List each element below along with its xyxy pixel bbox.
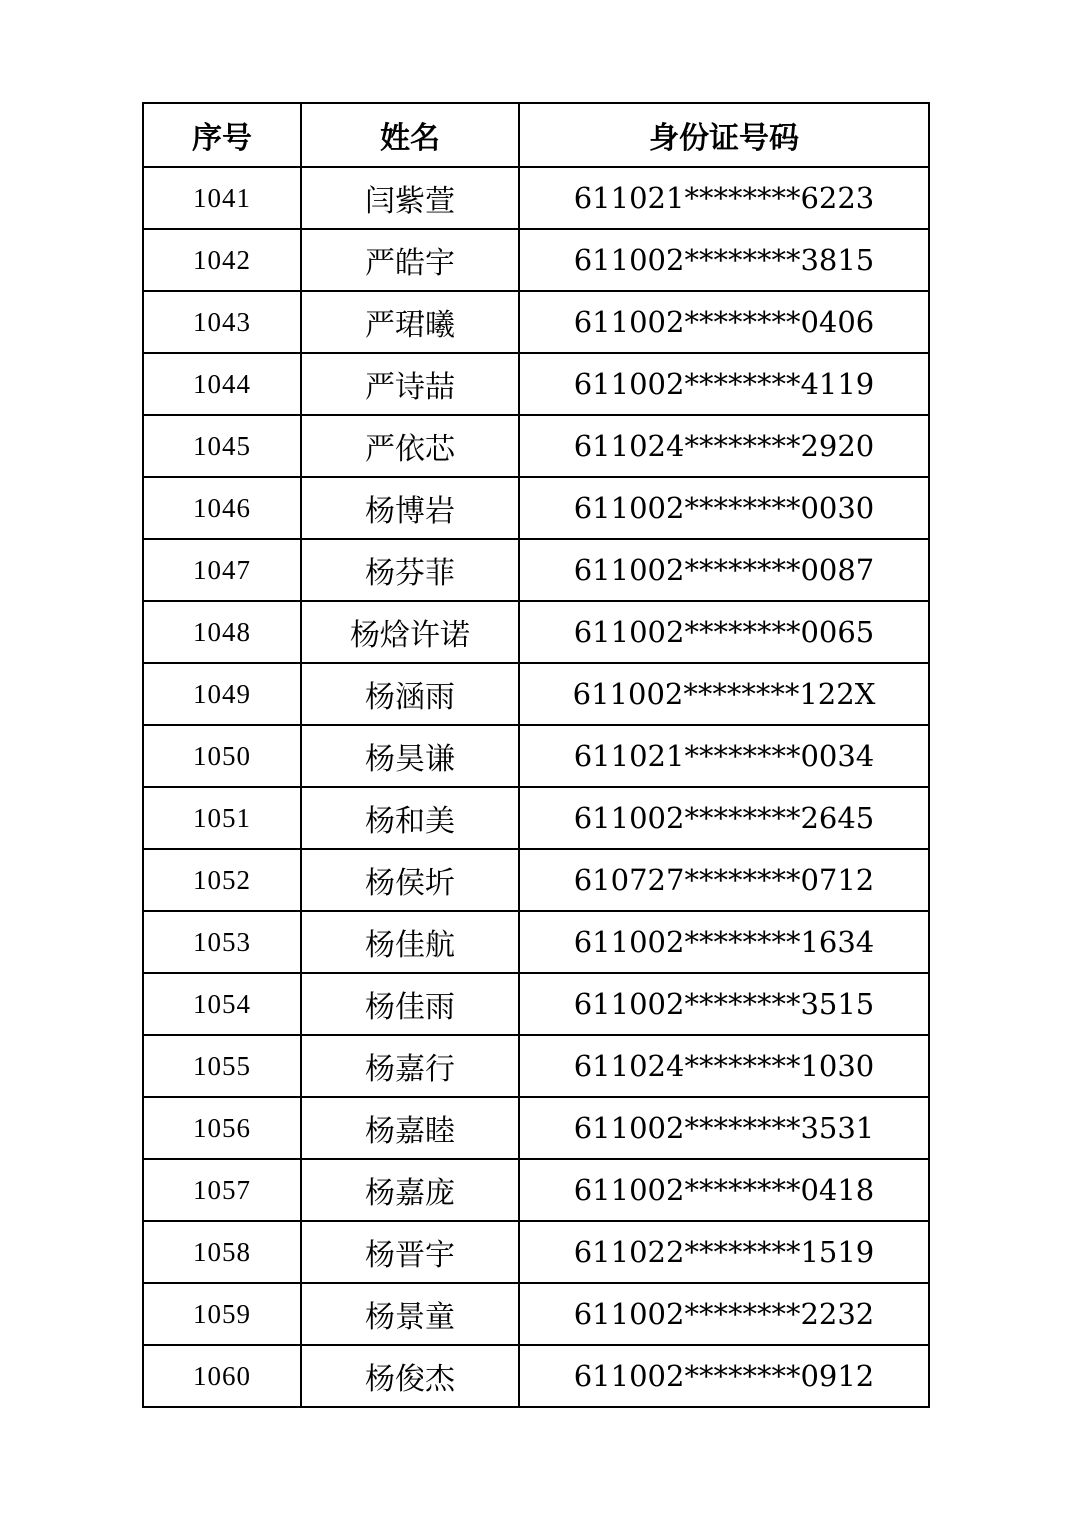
cell-seq: 1056 (143, 1097, 301, 1159)
cell-name: 杨佳雨 (301, 973, 519, 1035)
cell-seq: 1058 (143, 1221, 301, 1283)
cell-seq: 1047 (143, 539, 301, 601)
cell-seq: 1059 (143, 1283, 301, 1345)
cell-name: 严皓宇 (301, 229, 519, 291)
cell-id-number: 611002********0418 (519, 1159, 929, 1221)
cell-id-number: 611022********1519 (519, 1221, 929, 1283)
cell-seq: 1049 (143, 663, 301, 725)
table-row (143, 1221, 929, 1283)
cell-name: 杨侯圻 (301, 849, 519, 911)
cell-seq: 1044 (143, 353, 301, 415)
table-row (143, 663, 929, 725)
table-row (143, 477, 929, 539)
table-row (143, 1035, 929, 1097)
cell-id-number: 611002********2645 (519, 787, 929, 849)
cell-seq: 1046 (143, 477, 301, 539)
cell-id-number: 611024********1030 (519, 1035, 929, 1097)
table-row (143, 167, 929, 229)
table-row (143, 353, 929, 415)
table-header (143, 103, 929, 167)
cell-name: 杨涵雨 (301, 663, 519, 725)
cell-seq: 1041 (143, 167, 301, 229)
cell-id-number: 611002********1634 (519, 911, 929, 973)
cell-name: 杨博岩 (301, 477, 519, 539)
cell-id-number: 611002********3531 (519, 1097, 929, 1159)
cell-name: 杨景童 (301, 1283, 519, 1345)
cell-id-number: 611002********4119 (519, 353, 929, 415)
cell-seq: 1057 (143, 1159, 301, 1221)
table-row (143, 415, 929, 477)
cell-id-number: 611002********3515 (519, 973, 929, 1035)
cell-seq: 1054 (143, 973, 301, 1035)
table-row (143, 229, 929, 291)
cell-name: 杨嘉睦 (301, 1097, 519, 1159)
cell-name: 闫紫萱 (301, 167, 519, 229)
cell-name: 杨晋宇 (301, 1221, 519, 1283)
cell-id-number: 611002********0030 (519, 477, 929, 539)
cell-name: 严诗喆 (301, 353, 519, 415)
cell-seq: 1053 (143, 911, 301, 973)
cell-id-number: 611002********3815 (519, 229, 929, 291)
cell-name: 严珺曦 (301, 291, 519, 353)
cell-id-number: 611002********0406 (519, 291, 929, 353)
cell-seq: 1042 (143, 229, 301, 291)
cell-name: 杨嘉行 (301, 1035, 519, 1097)
header-row (143, 103, 929, 167)
table-row (143, 539, 929, 601)
cell-seq: 1045 (143, 415, 301, 477)
table-row (143, 973, 929, 1035)
cell-seq: 1055 (143, 1035, 301, 1097)
header-id: 身份证号码 (519, 103, 929, 167)
cell-seq: 1043 (143, 291, 301, 353)
roster-table (142, 102, 930, 1408)
cell-id-number: 611021********6223 (519, 167, 929, 229)
table-row (143, 787, 929, 849)
cell-seq: 1060 (143, 1345, 301, 1407)
cell-id-number: 611002********2232 (519, 1283, 929, 1345)
cell-name: 杨芬菲 (301, 539, 519, 601)
table-row (143, 849, 929, 911)
header-name: 姓名 (301, 103, 519, 167)
cell-name: 杨佳航 (301, 911, 519, 973)
table-row (143, 291, 929, 353)
cell-id-number: 611024********2920 (519, 415, 929, 477)
table-body (143, 167, 929, 1407)
cell-name: 杨俊杰 (301, 1345, 519, 1407)
cell-id-number: 611002********0912 (519, 1345, 929, 1407)
cell-id-number: 611021********0034 (519, 725, 929, 787)
cell-seq: 1052 (143, 849, 301, 911)
table-row (143, 911, 929, 973)
cell-name: 杨焓许诺 (301, 601, 519, 663)
table-row (143, 1159, 929, 1221)
cell-seq: 1048 (143, 601, 301, 663)
cell-name: 杨和美 (301, 787, 519, 849)
cell-seq: 1051 (143, 787, 301, 849)
cell-name: 杨昊谦 (301, 725, 519, 787)
cell-name: 杨嘉庞 (301, 1159, 519, 1221)
table-row (143, 1097, 929, 1159)
cell-name: 严依芯 (301, 415, 519, 477)
cell-seq: 1050 (143, 725, 301, 787)
table-row (143, 1283, 929, 1345)
table-row (143, 725, 929, 787)
cell-id-number: 611002********122X (519, 663, 929, 725)
header-seq: 序号 (143, 103, 301, 167)
table-row (143, 1345, 929, 1407)
table-row (143, 601, 929, 663)
cell-id-number: 611002********0065 (519, 601, 929, 663)
cell-id-number: 610727********0712 (519, 849, 929, 911)
cell-id-number: 611002********0087 (519, 539, 929, 601)
